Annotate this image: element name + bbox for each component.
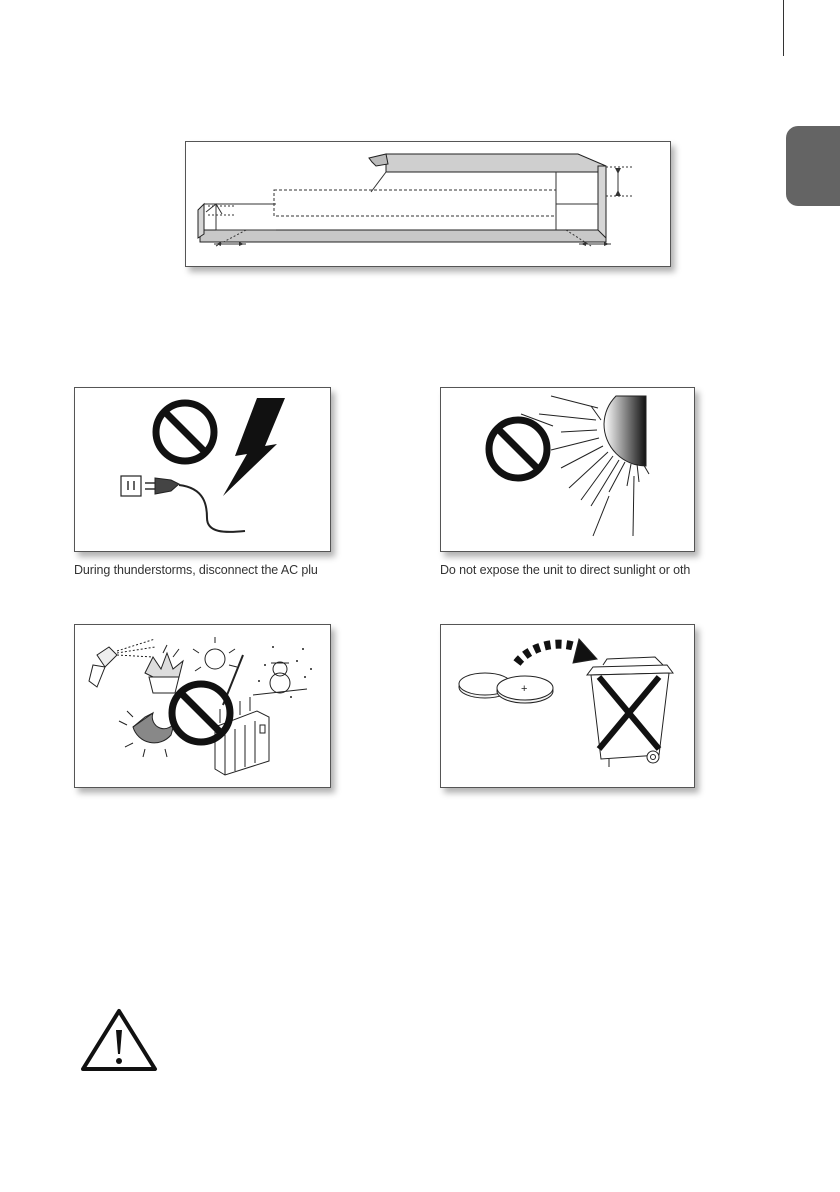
thunderstorm-caption: During thunderstorms, disconnect the AC plu [74, 563, 318, 577]
warning-triangle-icon [80, 1008, 158, 1072]
page-margin-rule [783, 0, 784, 56]
language-section-tab [786, 126, 840, 206]
no-plug-during-lightning-icon [75, 388, 330, 551]
thunderstorm-warning-card [74, 387, 331, 552]
no-direct-sunlight-icon [441, 388, 694, 551]
battery-disposal-card [440, 624, 695, 788]
environment-warning-card [74, 624, 331, 788]
sunlight-caption: Do not expose the unit to direct sunlight or oth [440, 563, 691, 577]
battery-disposal-crossed-bin-icon [441, 625, 694, 787]
svg-text:+: + [521, 683, 528, 695]
sunlight-warning-card [440, 387, 695, 552]
installation-clearance-diagram-icon [186, 142, 670, 266]
avoid-heat-moisture-magnets-icon [75, 625, 330, 787]
installation-clearance-diagram [185, 141, 671, 267]
